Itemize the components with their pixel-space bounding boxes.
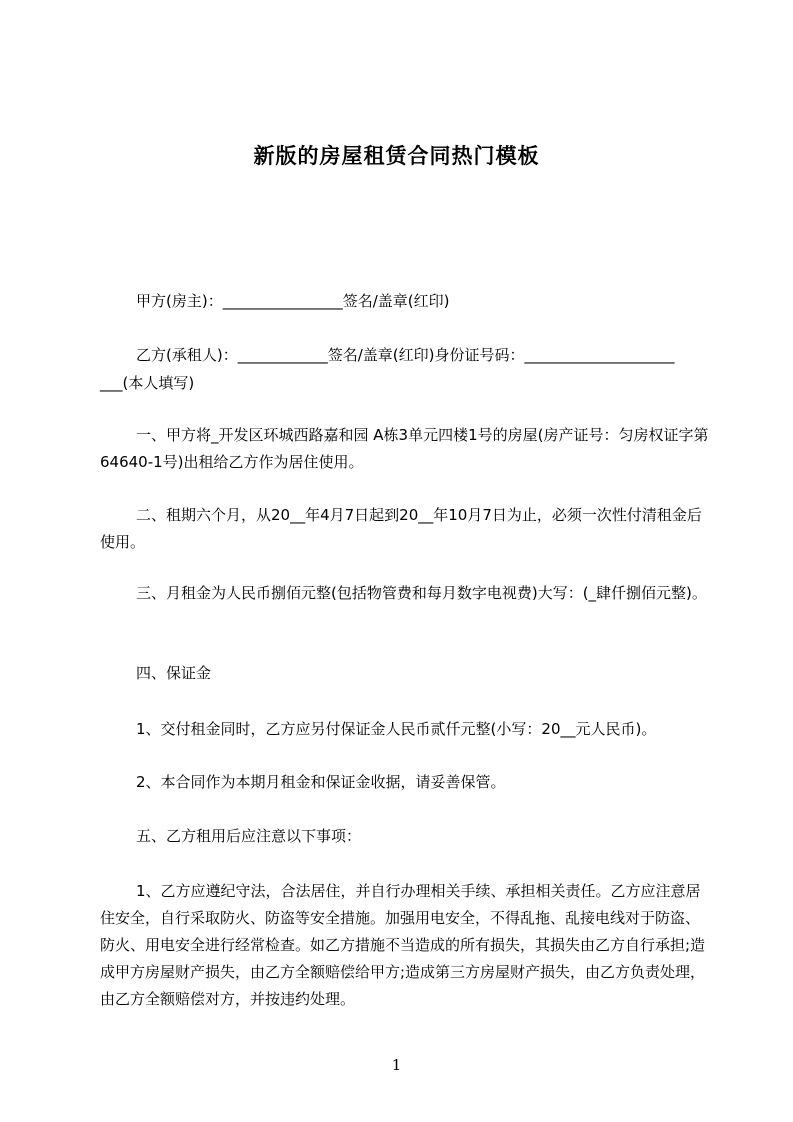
landlord-line: 甲方(房主)：________________签名/盖章(红印) bbox=[136, 292, 450, 310]
clause-2: 二、租期六个月，从20__年4月7日起到20__年10月7日为止，必须一次性付清租金后使用。 bbox=[100, 506, 702, 551]
clause-5-heading: 五、乙方租用后应注意以下事项： bbox=[136, 827, 362, 845]
tenant-line-cont: ___(本人填写) bbox=[100, 374, 195, 392]
clause-4-item-2: 2、本合同作为本期月租金和保证金收据，请妥善保管。 bbox=[136, 773, 506, 791]
page-number: 1 bbox=[391, 1056, 402, 1074]
clause-5-item-1: 1、乙方应遵纪守法，合法居住，并自行办理相关手续、承担相关责任。乙方应注意居住安全，自行采取防火、防盗等安全措施。加强用电安全，不得乱拖、乱接电线对于防盗、防火、用电安全进行经常检查。如乙方措施不当造成的所有损失，其损失由乙方自行承担;造成甲方房屋财产损失，由乙方全额赔偿给甲方;造成第三方房屋财产损失，由乙方负责处理，由乙方全额赔偿对方，并按违约处理。 bbox=[100, 882, 706, 1008]
clause-1: 一、甲方将_开发区环城西路嘉和园 A栋3单元四楼1号的房屋(房产证号：匀房权证字第64640-1号)出租给乙方作为居住使用。 bbox=[100, 426, 709, 471]
clause-4-heading: 四、保证金 bbox=[136, 664, 212, 682]
tenant-line: 乙方(承租人)：____________签名/盖章(红印)身份证号码：____________________ bbox=[136, 346, 675, 364]
clause-4-item-1: 1、交付租金同时，乙方应另付保证金人民币贰仟元整(小写：20__元人民币)。 bbox=[136, 720, 657, 738]
page-title: 新版的房屋租赁合同热门模板 bbox=[253, 144, 540, 168]
clause-3: 三、月租金为人民币捌佰元整(包括物管费和每月数字电视费)大写：(_肆仟捌佰元整)。 bbox=[136, 584, 707, 602]
